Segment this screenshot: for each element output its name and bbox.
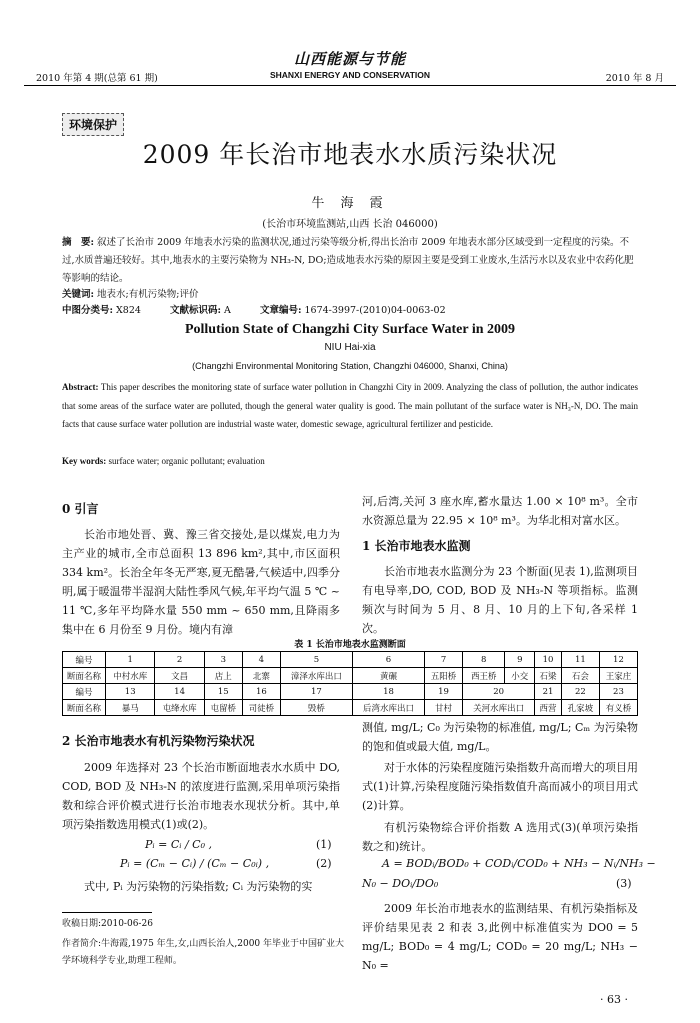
english-abstract-text: This paper describes the monitoring state of surface water pollution in Changzhi City in 2009. Analyzing the class of pollution, the author indicates that some areas of the surface water are polluted, though the general water quality is good. The main pollutant of the surface water is NH₃-N, DO. The main facts that cause surface water pollution are industrial waste water, domestic sewage, agricultural fertilizer and pesticide.: [62, 382, 638, 429]
table-cell: 黄碾: [352, 668, 424, 684]
english-affiliation: (Changzhi Environmental Monitoring Station, Changzhi 046000, Shanxi, China): [192, 361, 508, 371]
table-cell: 15: [204, 684, 242, 700]
english-abstract-label: Abstract:: [62, 382, 99, 392]
clc-value: X824: [116, 305, 141, 316]
table-cell: 店上: [204, 668, 242, 684]
table-cell: 北寨: [242, 668, 280, 684]
english-keywords-label: Key words:: [62, 456, 107, 466]
english-title: Pollution State of Changzhi City Surface Water in 2009: [184, 322, 516, 337]
keywords-text: 地表水;有机污染物;评价: [97, 289, 199, 300]
journal-name-cn: 山西能源与节能: [293, 50, 406, 68]
table-cell: 漳泽水库出口: [280, 668, 352, 684]
issue-date: 2010 年 8 月: [605, 73, 664, 84]
equation-2-number: (2): [316, 857, 332, 870]
journal-name-en: SHANXI ENERGY AND CONSERVATION: [269, 70, 431, 80]
table-cell: 石会: [561, 668, 599, 684]
table-cell: 19: [425, 684, 463, 700]
table-cell: 4: [242, 652, 280, 668]
table-header-cell: 断面名称: [63, 700, 106, 716]
section-1-paragraph: 长治市地表水监测分为 23 个断面(见表 1),监测项目有电导率,DO, COD, BOD 及 NH₃-N 等项指标。监测频次与时间为 5 月、8 月、10 月的上下旬,各采样 1 次。: [362, 565, 638, 635]
table-cell: 五阳桥: [425, 668, 463, 684]
table-cell: 17: [280, 684, 352, 700]
table-cell: 6: [352, 652, 424, 668]
table-row: [63, 652, 638, 668]
right-column-paragraph-2c: 有机污染物综合评价指数 A 选用式(3)(单项污染指数之和)统计。: [362, 821, 638, 853]
english-keywords-text: surface water; organic pollutant; evaluation: [108, 456, 265, 466]
equation-3-line-2: N₀ − DOᵢ/DO₀: [362, 877, 439, 890]
table-cell: 有义桥: [599, 700, 637, 716]
author-name: 牛 海 霞: [311, 196, 389, 211]
table-cell: 毁桥: [280, 700, 352, 716]
table-cell: 5: [280, 652, 352, 668]
table-cell: 暴马: [106, 700, 155, 716]
table-cell: 1: [106, 652, 155, 668]
english-abstract: [62, 378, 638, 434]
table-1: [62, 651, 638, 716]
table-1-caption: 表 1 长治市地表水监测断面: [294, 640, 406, 650]
article-title: 2009 年长治市地表水水质污染状况: [142, 140, 558, 169]
footnote-received: 收稿日期:2010-06-26: [62, 919, 153, 929]
table-cell: 西营: [535, 700, 562, 716]
table-cell: 22: [561, 684, 599, 700]
table-cell: 9: [505, 652, 535, 668]
table-row: [63, 700, 638, 716]
right-column-paragraph-2a: 测值, mg/L; C₀ 为污染物的标准值, mg/L; Cₘ 为污染物的饱和值或最大值, mg/L。: [362, 721, 638, 753]
table-cell: 18: [352, 684, 424, 700]
header-rule: [24, 85, 676, 86]
equation-1: Pᵢ = Cᵢ / C₀ ,: [145, 838, 212, 851]
journal-masthead: [24, 48, 676, 80]
right-column-paragraph-0: 河,后湾,关河 3 座水库,蓄水量达 1.00 × 10⁸ m³。全市水资源总量为 22.95 × 10⁸ m³。为华北相对富水区。: [362, 495, 638, 527]
footnote-rule: [62, 912, 152, 913]
table-cell: 16: [242, 684, 280, 700]
author-affiliation: (长治市环境监测站,山西 长治 046000): [262, 219, 438, 230]
table-cell: 13: [106, 684, 155, 700]
table-cell: 中村水库: [106, 668, 155, 684]
article-no-value: 1674-3997-(2010)04-0063-02: [304, 305, 446, 316]
article-no-label: 文章编号:: [259, 305, 302, 316]
table-cell: 孔家坡: [561, 700, 599, 716]
table-cell: 12: [599, 652, 637, 668]
table-row: [63, 668, 638, 684]
column-tag: 环境保护: [62, 113, 124, 136]
table-row: [63, 684, 638, 700]
table-cell: 王家庄: [599, 668, 637, 684]
section-1-heading: 1 长治市地表水监测: [362, 539, 471, 553]
abstract-text: 叙述了长治市 2009 年地表水污染的监测状况,通过污染等级分析,得出长治市 2009 年地表水部分区域受到一定程度的污染。不过,水质普遍还较好。其中,地表水的主要污染物为 NH₃-N, DO;造成地表水污染的原因主要是受到工业废水,生活污水以及农业中农药化肥等影响的结论。: [62, 237, 634, 284]
table-cell: 10: [535, 652, 562, 668]
equation-2: Pᵢ = (Cₘ − Cᵢ) / (Cₘ − C₀ᵢ) ,: [120, 857, 270, 870]
table-cell: 3: [204, 652, 242, 668]
table-cell: 司徒桥: [242, 700, 280, 716]
classification-line: [62, 302, 638, 320]
section-2-paragraph-2: 式中, Pᵢ 为污染物的污染指数; Cᵢ 为污染物的实: [84, 880, 313, 893]
right-column-paragraph-2b: 对于水体的污染程度随污染指数升高而增大的项目用式(1)计算,污染程度随污染指数值升高而减小的项目用式(2)计算。: [362, 761, 638, 812]
abstract-label: 摘 要:: [62, 237, 95, 248]
table-cell: 石梁: [535, 668, 562, 684]
keywords-label: 关键词:: [62, 289, 95, 300]
page-number: · 63 ·: [600, 993, 628, 1006]
table-cell: 甘村: [425, 700, 463, 716]
english-author: NIU Hai-xia: [324, 342, 376, 353]
footnote-author-bio: 作者简介:牛海霞,1975 年生,女,山西长治人,2000 年毕业于中国矿业大学环境科学专业,助理工程师。: [62, 939, 345, 966]
table-cell: 2: [155, 652, 204, 668]
doc-code-label: 文献标识码:: [169, 305, 221, 316]
equation-3-number: (3): [616, 877, 632, 890]
table-cell: 21: [535, 684, 562, 700]
table-header-cell: 断面名称: [63, 668, 106, 684]
running-header: [24, 48, 676, 88]
table-cell: 文昌: [155, 668, 204, 684]
table-cell: 关河水库出口: [463, 700, 535, 716]
section-2-heading: 2 长治市地表水有机污染物污染状况: [62, 734, 255, 748]
english-keywords: [62, 452, 638, 471]
abstract-cn: [62, 234, 638, 288]
table-cell: 后湾水库出口: [352, 700, 424, 716]
table-cell: 11: [561, 652, 599, 668]
section-0-heading: 0 引言: [62, 502, 99, 516]
table-cell: 23: [599, 684, 637, 700]
right-column-paragraph-2d: 2009 年长治市地表水的监测结果、有机污染指标及评价结果见表 2 和表 3,此例中标准值实为 DO0 = 5 mg/L; BOD₀ = 4 mg/L; COD₀ = 20 mg/L; NH₃ − N₀ =: [362, 902, 638, 972]
equation-1-number: (1): [316, 838, 332, 851]
table-cell: 屯绛水库: [155, 700, 204, 716]
table-cell: 屯留桥: [204, 700, 242, 716]
table-cell: 8: [463, 652, 505, 668]
table-cell: 20: [463, 684, 535, 700]
section-2-paragraph: 2009 年选择对 23 个长治市断面地表水水质中 DO, COD, BOD 及 NH₃-N 的浓度进行监测,采用单项污染指数和综合评价模式进行长治市地表水现状分析。其中,单项污染指数选用模式(1)或(2)。: [62, 761, 340, 831]
table-cell: 小交: [505, 668, 535, 684]
doc-code-value: A: [224, 305, 231, 316]
section-0-paragraph: 长治市地处晋、冀、豫三省交接处,是以煤炭,电力为主产业的城市,全市总面积 13 896 km²,其中,市区面积 334 km²。长治全年冬无严寒,夏无酷暑,气候适中,四季分明,属于暖温带半湿润大陆性季风气候,年平均气温 5 ℃ ~ 11 ℃,多年平均降水量 550 mm ~ 650 mm,且降雨多集中在 6 月份至 9 月份。境内有漳: [62, 528, 340, 636]
clc-label: 中图分类号:: [62, 305, 114, 316]
table-cell: 14: [155, 684, 204, 700]
table-header-cell: 编号: [63, 652, 106, 668]
table-cell: 西王桥: [463, 668, 505, 684]
table-cell: 7: [425, 652, 463, 668]
equation-3-line-1: A = BODᵢ/BOD₀ + CODᵢ/COD₀ + NH₃ − Nᵢ/NH₃ −: [382, 857, 656, 870]
table-header-cell: 编号: [63, 684, 106, 700]
issue-info: 2010 年第 4 期(总第 61 期): [36, 73, 158, 84]
